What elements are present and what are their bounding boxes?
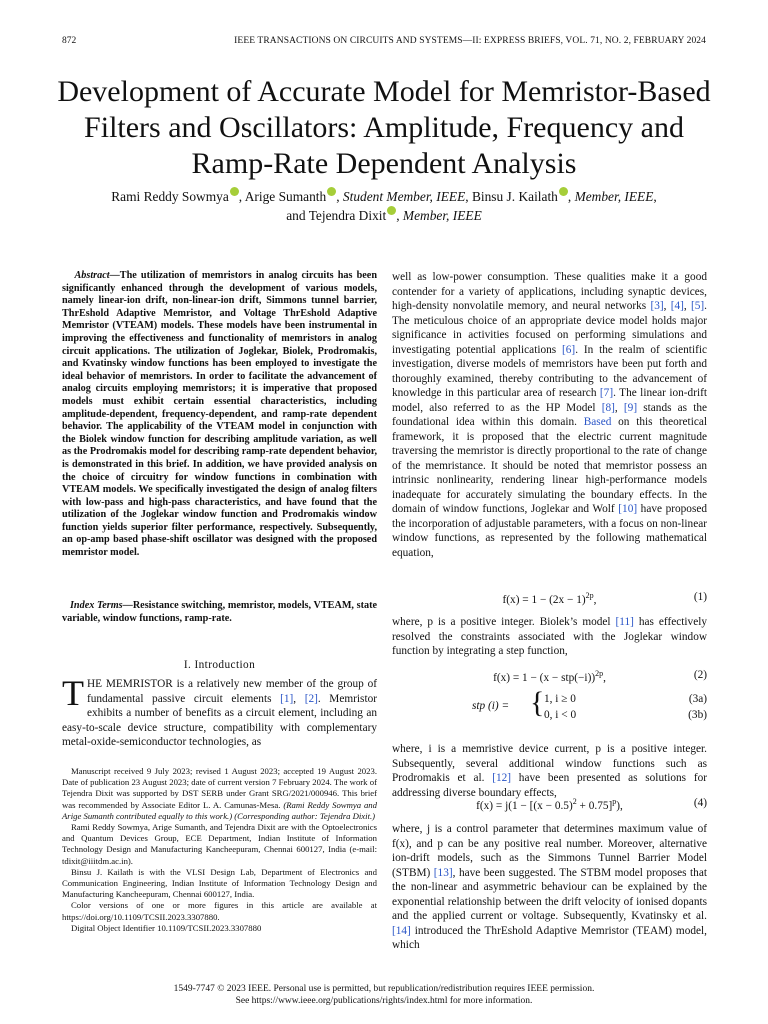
equation-3 bbox=[392, 686, 707, 723]
copyright-notice bbox=[62, 983, 706, 1007]
separator: , bbox=[293, 692, 305, 705]
intro-text: is a relatively new member of the group of fundamental passive circuit elements bbox=[87, 678, 378, 705]
footnote-text: Manuscript received 9 July 2023; revised 1 August 2023; accepted 19 August 2023. Date of publication 23 August 2023; date of current version 7 February 2024. The work of Tejendra Dixit was supported by DST SERB under Grant SRG/2021/000946. This brief was recommended by Associate Editor L. A. Camunas-Mesa. bbox=[62, 766, 377, 810]
equation-number: (3a) bbox=[688, 693, 707, 705]
intro-lead: HE MEMRISTOR bbox=[87, 678, 173, 690]
body-paragraph bbox=[392, 742, 707, 800]
author-name: Rami Reddy Sowmya bbox=[111, 189, 229, 204]
body-text: has effectively resolved the constraints associated with the Joglekar window function by integrating a step function, bbox=[392, 616, 708, 657]
author-name: Arige Sumanth bbox=[244, 189, 327, 204]
author-list: Rami Reddy Sowmya , Arige Sumanth , Student Member, IEEE, Binsu J. Kailath , Member, IEEE, and Tejendra Dixit , Member, IEEE bbox=[111, 189, 657, 223]
citation-link[interactable]: [9] bbox=[623, 401, 638, 414]
author-role: Member, IEEE bbox=[402, 208, 482, 223]
citation-link[interactable]: [2] bbox=[304, 692, 318, 705]
index-terms bbox=[62, 600, 377, 625]
journal-header: IEEE TRANSACTIONS ON CIRCUITS AND SYSTEMS—II: EXPRESS BRIEFS, VOL. 71, NO. 2, FEBRUARY 2024 bbox=[234, 36, 706, 46]
author-conjunction: and bbox=[286, 208, 306, 223]
equation-number: (1) bbox=[693, 591, 707, 603]
body-text: where, p is a positive integer. Biolek’s model bbox=[392, 616, 616, 628]
citation-link[interactable]: [4] bbox=[670, 300, 684, 312]
equation-body: $f(x) = j(1 - [(x - 0.5)^2 + 0.75]^p)$, bbox=[476, 797, 623, 812]
body-text: . The meticulous choice of an appropriate device model holds major significance in activities focused on performing simulations and investigating potential applications bbox=[392, 300, 707, 356]
body-text: have proposed the incorporation of adjustable parameters, with a focus on non-linear window functions, as represented by the following mathematical equation, bbox=[392, 503, 707, 559]
rights-link[interactable]: See https://www.ieee.org/publications/rights/index.html for more information. bbox=[235, 996, 533, 1006]
equation-body: $f(x) = 1 - (x - stp(-i))^{2p}$, bbox=[493, 669, 606, 684]
citation-link[interactable]: [5] bbox=[690, 300, 705, 312]
citation-link[interactable]: [10] bbox=[618, 503, 638, 515]
footnote-text: (Rami Reddy Sowmya and Arige Sumanth contributed equally to this work.) (Corresponding author: Tejendra Dixit.) bbox=[62, 799, 377, 821]
citation-link[interactable]: [11] bbox=[615, 616, 634, 628]
page-number: 872 bbox=[62, 36, 77, 46]
abstract-label: Abstract— bbox=[74, 270, 120, 281]
intro-paragraph bbox=[62, 673, 378, 750]
citation-link[interactable]: [7] bbox=[599, 387, 614, 399]
footnote: Rami Reddy Sowmya, Arige Sumanth, and Tejendra Dixit are with the Optoelectronics and Quantum Devices Group, ECE Department, Indian Institute of Information Technology Design and Manufacturing Kancheepuram, Chennai 600127, India (e-mail: tdixit@iiitdm.ac.in). bbox=[62, 822, 377, 866]
body-text: where, i is a memristive device current, p is a positive integer. Subsequently, several additional window functions such as Prodromakis et al. bbox=[392, 743, 707, 784]
equation-number: (2) bbox=[693, 669, 707, 681]
brace-symbol: { bbox=[530, 686, 545, 719]
body-text: introduced the ThrEshold Adaptive Memristor (TEAM) model, which bbox=[392, 924, 707, 951]
body-text: on this theoretical framework, it is proposed that the electric current magnitude traversing the memristor is directly proportional to the rate of change of the memristance. It should be noted that memristor possess an intrinsic nonlinearity, rendering linear high-performance models inadequate for accurately simulating the boundary effects. In the domain of window functions, Joglekar and Wolf bbox=[392, 416, 708, 515]
footnote: Digital Object Identifier 10.1109/TCSII.2023.3307880 bbox=[71, 922, 262, 933]
footnote: Color versions of one or more figures in this article are available at https://doi.org/10.1109/TCSII.2023.3307880. bbox=[62, 900, 377, 922]
equation-case: 0, i < 0 bbox=[544, 709, 577, 721]
body-text: . In the realm of scientific investigation, diverse models of memristors have been put forth and thoroughly examined, thereby contributing to the advancement of knowledge in this particular area of research bbox=[392, 343, 707, 399]
author-role: Student Member, IEEE bbox=[342, 189, 466, 204]
orcid-icon[interactable] bbox=[327, 187, 336, 196]
citation-link[interactable]: [14] bbox=[392, 924, 411, 937]
abstract-text: The utilization of memristors in analog circuits has been significantly enhanced through the development of various models, namely linear-ion drift, non-linear-ion drift, Simmons tunnel barrier, ThrEshold Adaptive Memristor, and Voltage ThrEshold Adaptive Memristor (VTEAM) models. These models have been instrumental in improving the effectiveness and functionality of memristors in analog circuit applications. The utilization of Joglekar, Biolek, Prodromakis, and Kvatinsky window functions has been employed to investigate the ideal behavior of memristors. In order to facilitate the advancement of analog circuits employing memristors; it is imperative that proposed models must exhibit certain essential characteristics, including amplitude-dependent, frequency-dependent, and ramp-rate dependent behavior. The applicability of the VTEAM model in conjunction with the Biolek window function for describing amplitude variation, as well as the Prodromakis model for describing ramp-rate dependent behavior, is demonstrated in this brief. In addition, we have provided analysis on the choice of circuitry for window functions in combination with VTEAM models. We specifically investigated the design of analog filters with low-pass and high-pass characteristics, and have found that the utilization of the Joglekar window function and Prodromakis window function yields superior filter performance, respectively. Subsequently, an op-amp based phase-shift oscillator was designed with the proposed memristor model. bbox=[62, 270, 377, 559]
body-paragraph bbox=[392, 822, 707, 953]
orcid-icon[interactable] bbox=[559, 187, 568, 196]
author-name: Tejendra Dixit bbox=[308, 208, 387, 223]
citation-link[interactable]: [12] bbox=[492, 772, 512, 784]
citation-link[interactable]: [1] bbox=[280, 692, 294, 705]
paper-title: Development of Accurate Model for Memristor-Based Filters and Oscillators: Amplitude, Frequency and Ramp-Rate Dependent Analysis bbox=[57, 75, 711, 180]
body-paragraph bbox=[392, 615, 707, 659]
equation-lhs: stp (i) = bbox=[472, 700, 510, 712]
copyright-line: 1549-7747 © 2023 IEEE. Personal use is permitted, but republication/redistribution requires IEEE permission. bbox=[173, 984, 595, 994]
citation-link[interactable]: [8] bbox=[601, 401, 615, 414]
equation-case: 1, i ≥ 0 bbox=[544, 693, 576, 705]
citation-link[interactable]: [6] bbox=[562, 343, 576, 356]
author-name: Binsu J. Kailath bbox=[471, 189, 558, 204]
dropcap: T bbox=[62, 673, 84, 713]
body-text: have been presented as solutions for addressing diverse boundary effects, bbox=[392, 772, 708, 799]
footnote: Binsu J. Kailath is with the VLSI Design Lab, Department of Electronics and Communication Engineering, Indian Institute of Information Technology Design and Manufacturing Kancheepuram, Chennai 600127, India. bbox=[62, 866, 377, 900]
citation-link[interactable]: [3] bbox=[650, 300, 664, 312]
body-text: where, j is a control parameter that determines maximum value of f(x), and p can be any positive real number. Moreover, alternative ion-drift models, such as the Simmons Tunnel Barrier Model (STBM) bbox=[392, 823, 707, 879]
index-terms-text: Resistance switching, memristor, models, VTEAM, state variable, window functions, ramp-rate. bbox=[62, 600, 377, 624]
author-role: Member, IEEE bbox=[574, 189, 654, 204]
equation-number: (3b) bbox=[688, 709, 707, 721]
body-text: , have been suggested. The STBM model proposes that the non-linear and asymmetric behaviour can be explained by the exponential relationship between the drift velocity of ionised dopants and the applied current or voltage. Subsequently, Kvatinsky et al. bbox=[392, 866, 707, 922]
body-paragraph: well as low-power consumption. These qualities make it a good contender for a variety of applications, including synaptic devices, high-density nonvolatile memory, and neural networks [3], [4], [5]. The meticulous choice of an appropriate device model holds major significance in activities focused on performing simulations and investigating potential applications [6]. In the realm of scientific investigation, diverse models of memristors have been put forth and thoroughly examined, thereby contributing to the advancement of knowledge in this particular area of research [7]. The linear ion-drift model, also referred to as the HP Model [8], [9] stands as the foundational idea within this domain. Based on this theoretical framework, it is proposed that the electric current magnitude traversing the memristor is directly proportional to the rate of change of the memristance. It should be noted that memristor possess an intrinsic nonlinearity, rendering linear high-performance models inadequate for accurately simulating the boundary effects. In the domain of window functions, Joglekar and Wolf [10] have proposed the incorporation of adjustable parameters, with a focus on non-linear window functions, as represented by the following mathematical equation, bbox=[392, 271, 708, 559]
equation-body: $f(x) = 1 - (2x - 1)^{2p}$, bbox=[502, 591, 597, 606]
body-text: well as low-power consumption. These qualities make it a good contender for a variety of applications, including synaptic devices, high-density nonvolatile memory, and neural networks bbox=[392, 271, 707, 312]
section-heading: I. Introduction bbox=[183, 659, 256, 671]
body-text: stands as the foundational idea within this domain. bbox=[392, 401, 708, 428]
orcid-icon[interactable] bbox=[230, 187, 239, 196]
orcid-icon[interactable] bbox=[387, 206, 396, 215]
text-link[interactable]: Based bbox=[583, 416, 612, 428]
footnote bbox=[62, 766, 377, 822]
body-text: . The linear ion-drift model, also referred to as the HP Model bbox=[392, 387, 707, 414]
intro-text: . Memristor exhibits a number of benefits as a circuit element, including an easy-to-scale device structure, compatibility with complementary metal-oxide-semiconductor technologies, as bbox=[62, 692, 377, 748]
abstract bbox=[62, 270, 377, 560]
index-terms-label: Index Terms— bbox=[69, 600, 133, 611]
footnotes bbox=[62, 766, 377, 934]
citation-link[interactable]: [13] bbox=[433, 866, 453, 879]
equation-number: (4) bbox=[693, 797, 707, 809]
